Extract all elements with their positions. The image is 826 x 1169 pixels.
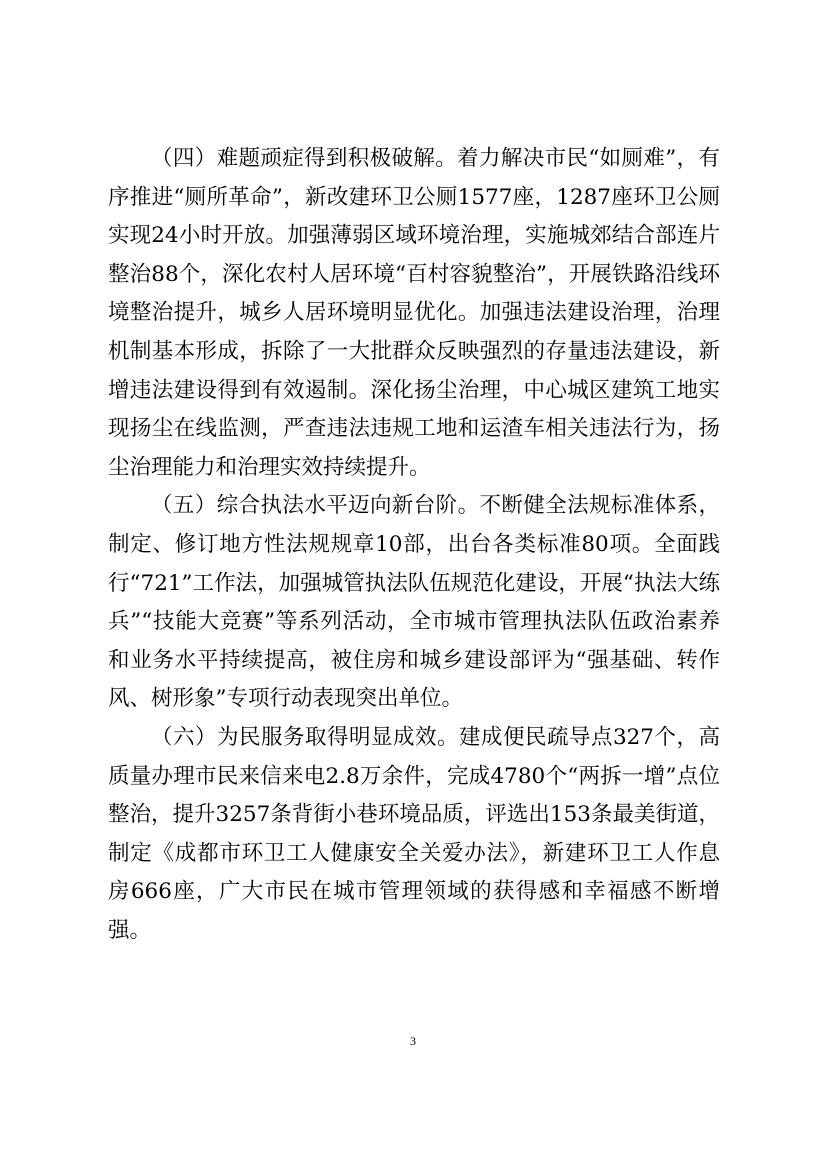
- paragraph-6: [108, 719, 720, 951]
- paragraph-4: [108, 140, 720, 487]
- document-body: [108, 140, 720, 950]
- paragraph-4-body: 着力解决市民“如厕难”，有序推进“厕所革命”，新改建环卫公厕1577座，1287座环卫公厕实现24小时开放。加强薄弱区域环境治理，实施城郊结合部连片整治88个，深化农村人居环境“百村容貌整治”，开展铁路沿线环境整治提升，城乡人居环境明显优化。加强违法建设治理，治理机制基本形成，拆除了一大批群众反映强烈的存量违法建设，新增违法建设得到有效遏制。深化扬尘治理，中心城区建筑工地实现扬尘在线监测，严查违法违规工地和运渣车相关违法行为，扬尘治理能力和治理实效持续提升。: [108, 146, 720, 480]
- paragraph-4-heading: （四）难题顽症得到积极破解。: [151, 146, 458, 171]
- paragraph-5-heading: （五）综合执法水平迈向新台阶。: [151, 493, 480, 519]
- paragraph-5: [108, 487, 720, 719]
- paragraph-6-heading: （六）为民服务取得明显成效。: [151, 724, 459, 750]
- paragraph-6-body: 建成便民疏导点327个，高质量办理市民来信来电2.8万余件，完成4780个“两拆一增”点位整治，提升3257条背街小巷环境品质，评选出153条最美街道，制定《成都市环卫工人健康安全关爱办法》，新建环卫工人作息房666座，广大市民在城市管理领域的获得感和幸福感不断增强。: [108, 724, 720, 943]
- paragraph-5-body: 不断健全法规标准体系，制定、修订地方性法规规章10部，出台各类标准80项。全面践行“721”工作法，加强城管执法队伍规范化建设，开展“执法大练兵”“技能大竞赛”等系列活动，全市城市管理执法队伍政治素养和业务水平持续提高，被住房和城乡建设部评为“强基础、转作风、树形象”专项行动表现突出单位。: [108, 493, 720, 712]
- page-number: 3: [410, 1034, 416, 1048]
